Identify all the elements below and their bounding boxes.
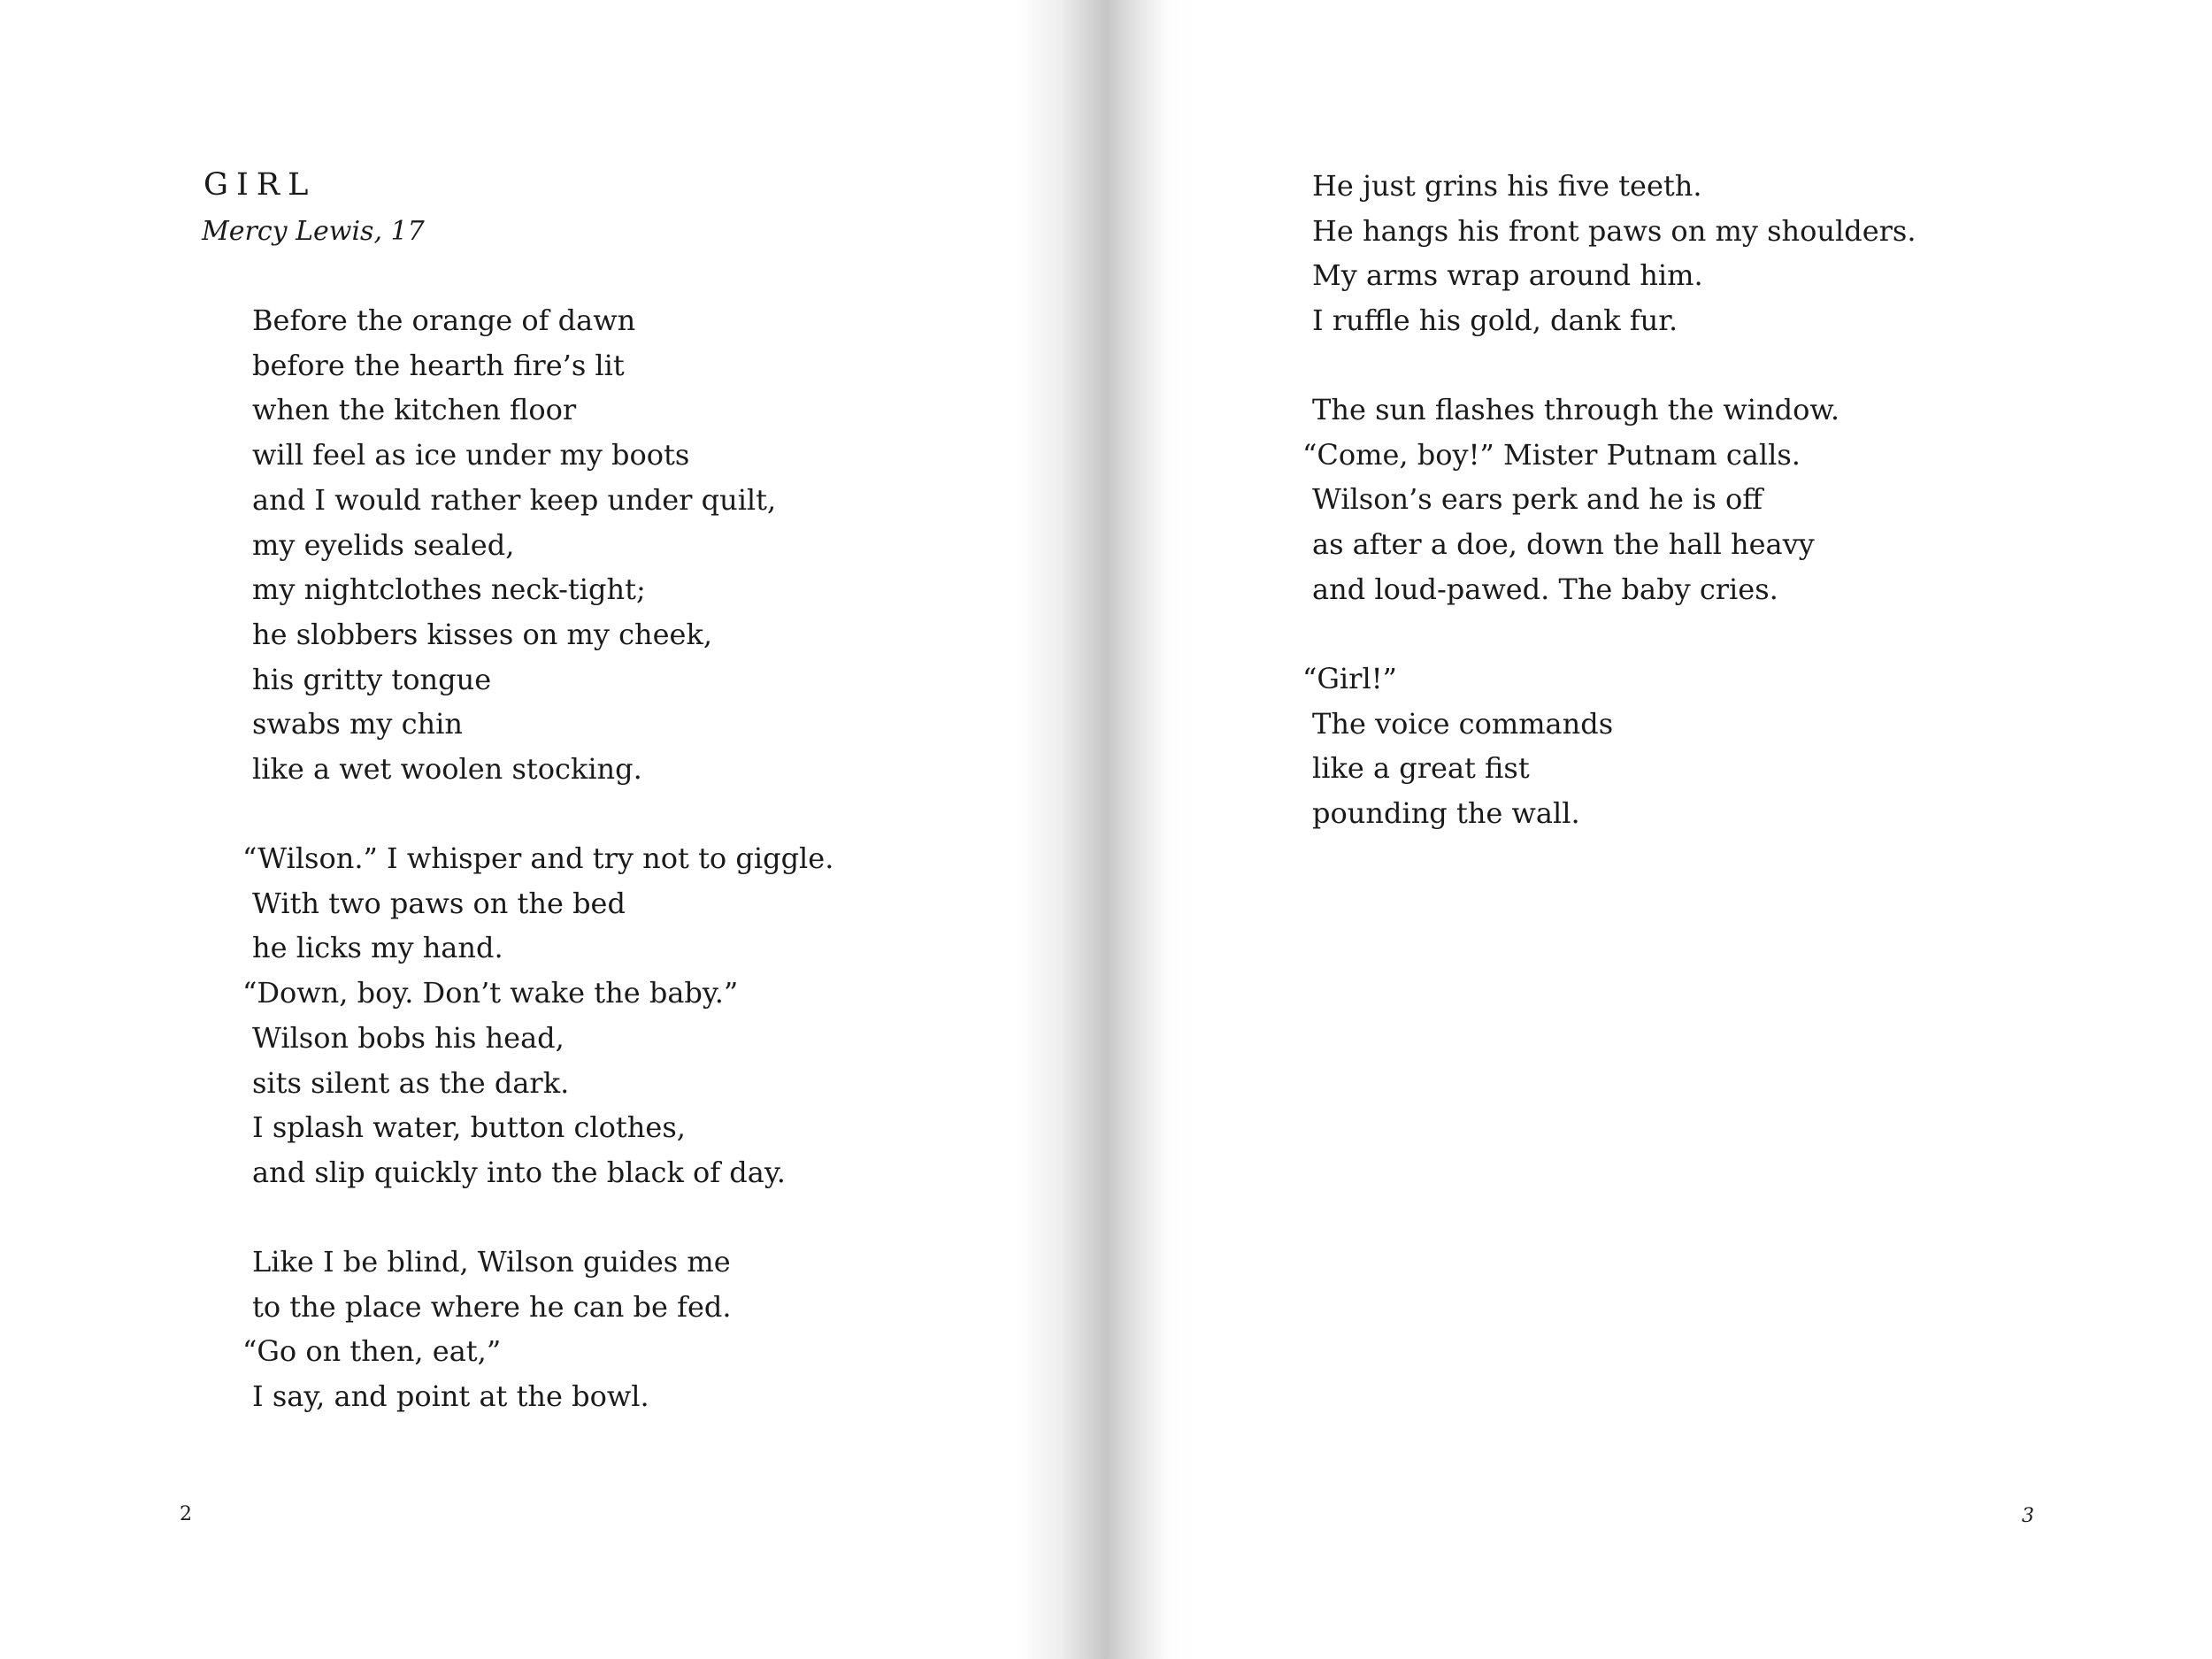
poem-line: like a wet woolen stocking.	[252, 752, 642, 787]
poem-line: The voice commands	[1312, 706, 1614, 741]
stanza	[242, 836, 834, 1195]
poem-line: With two paws on the bed	[252, 886, 626, 920]
poem-line: swabs my chin	[252, 707, 463, 741]
poem-line: Wilson’s ears perk and he is off	[1312, 482, 1763, 517]
poem-line: “Go on then, eat,”	[242, 1334, 502, 1369]
stanza	[1302, 657, 1614, 836]
poem-line: will feel as ice under my boots	[252, 438, 690, 472]
poem-line: sits silent as the dark.	[252, 1065, 570, 1100]
poem-speaker-byline: Mercy Lewis, 17	[202, 216, 425, 247]
poem-line: Before the orange of dawn	[252, 303, 636, 337]
poem-line: to the place where he can be fed.	[252, 1289, 732, 1324]
right-page	[1106, 0, 2212, 1659]
poem-line: Like I be blind, Wilson guides me	[252, 1245, 731, 1279]
poem-line: “Down, boy. Don’t wake the baby.”	[242, 976, 739, 1010]
poem-line: my nightclothes neck-tight;	[252, 572, 646, 607]
poem-line: and loud-pawed. The baby cries.	[1312, 572, 1778, 606]
poem-line: My arms wrap around him.	[1312, 258, 1703, 293]
poem-line: my eyelids sealed,	[252, 527, 515, 562]
poem-line: I splash water, button clothes,	[252, 1110, 686, 1145]
poem-line: Wilson bobs his head,	[252, 1020, 565, 1055]
poem-title: GIRL	[204, 167, 317, 203]
poem-line: “Wilson.” I whisper and try not to giggle.	[242, 841, 834, 875]
poem-line: before the hearth fire’s lit	[252, 348, 625, 382]
stanza	[242, 1240, 732, 1419]
poem-line: like a great fist	[1312, 751, 1530, 786]
poem-line: He just grins his five teeth.	[1312, 169, 1702, 203]
poem-line: “Come, boy!” Mister Putnam calls.	[1302, 437, 1801, 472]
poem-line: “Girl!”	[1302, 662, 1397, 695]
poem-line: and I would rather keep under quilt,	[252, 482, 777, 517]
stanza	[1312, 164, 1916, 343]
poem-line: he licks my hand.	[252, 931, 503, 965]
stanza	[1302, 388, 1840, 612]
left-page	[0, 0, 1062, 1659]
poem-line: The sun flashes through the window.	[1312, 393, 1840, 426]
poem-line: his gritty tongue	[252, 662, 492, 696]
poem-line: pounding the wall.	[1312, 796, 1580, 831]
poem-line: He hangs his front paws on my shoulders.	[1312, 213, 1916, 248]
poem-line: and slip quickly into the black of day.	[252, 1155, 786, 1189]
poem-line: I ruffle his gold, dank fur.	[1312, 303, 1678, 338]
poem-line: he slobbers kisses on my cheek,	[252, 617, 713, 651]
stanza	[252, 298, 776, 792]
poem-line: as after a doe, down the hall heavy	[1312, 527, 1815, 562]
poem-line: when the kitchen floor	[252, 393, 577, 427]
poem-line: I say, and point at the bowl.	[252, 1379, 649, 1414]
page-number: 3	[2022, 1505, 2034, 1527]
page-number: 2	[180, 1503, 192, 1525]
